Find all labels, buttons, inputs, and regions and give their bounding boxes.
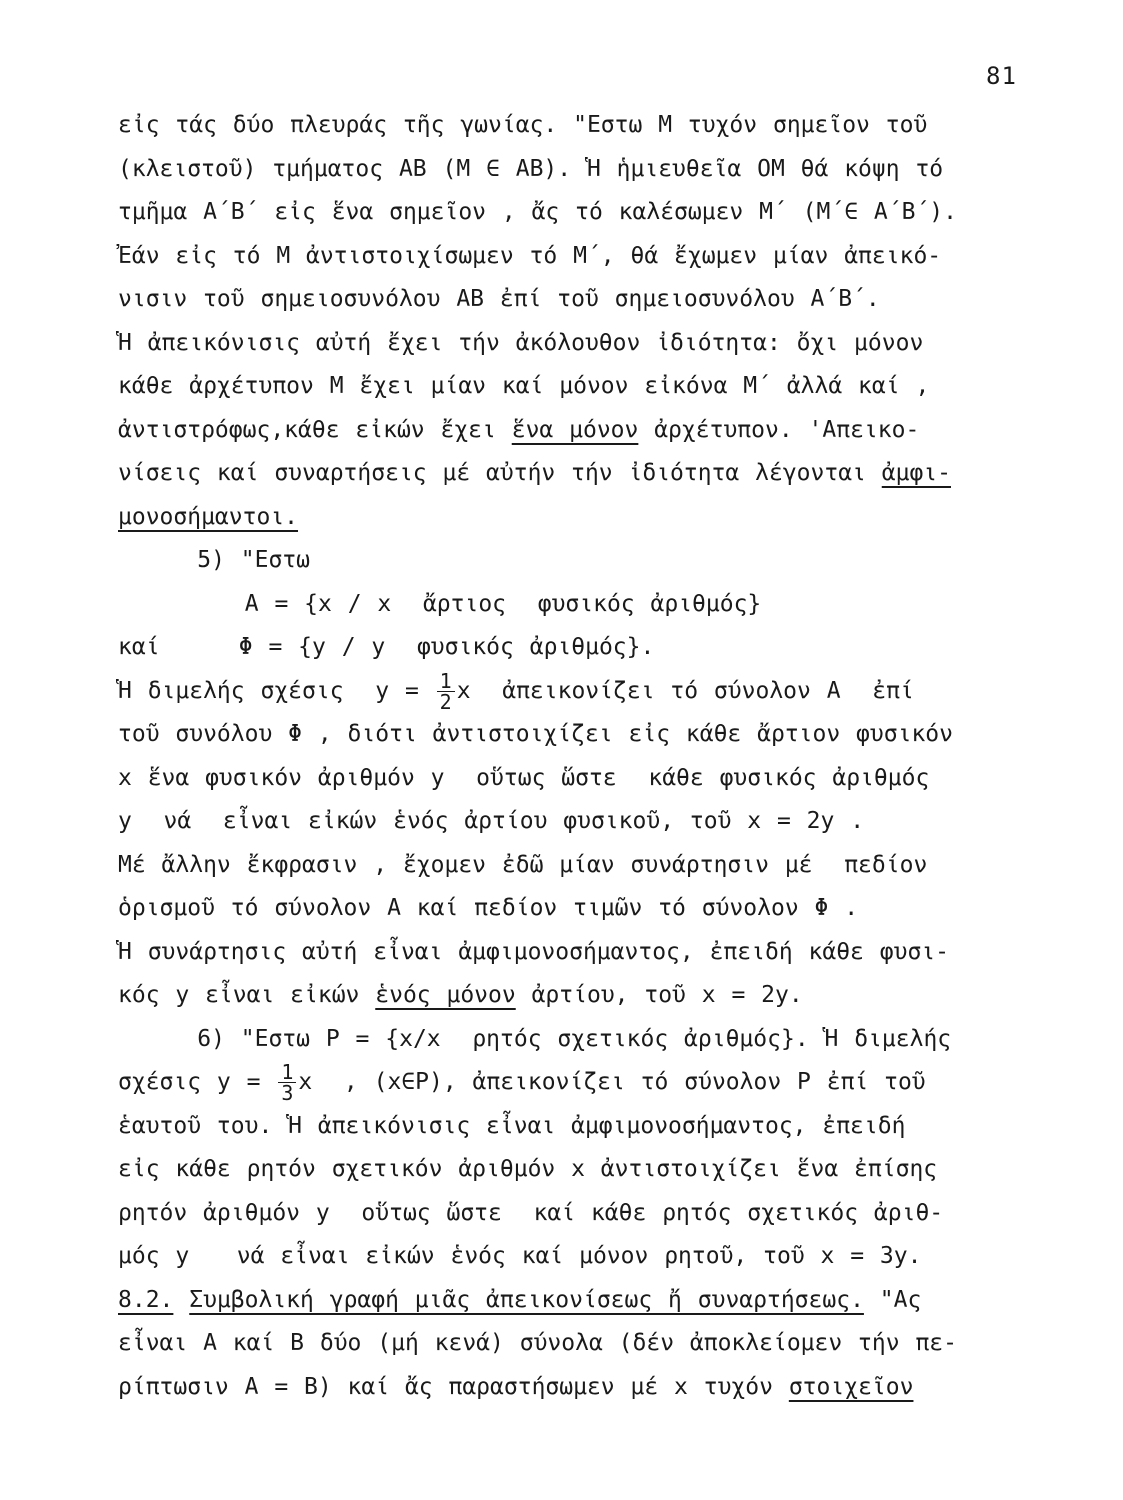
fraction-denominator: 3	[281, 1081, 294, 1105]
text-span: "Ας	[863, 1286, 922, 1313]
underlined-text: ἑνός μόνον	[375, 982, 516, 1008]
example-heading: 6) "Εστω Ρ = {x/x ρητός σχετικός ἀριθμός}. Ἡ διμελής	[118, 1025, 952, 1052]
underlined-text: στοιχεῖον	[788, 1373, 914, 1400]
text-span: ἀρχέτυπον. 'Απεικο-	[638, 416, 920, 443]
text-line: κάθε ἀρχέτυπον Μ ἔχει μίαν καί μόνον εἰκόνα Μ΄ ἀλλά καί ,	[118, 373, 930, 399]
text-line	[118, 1366, 1043, 1410]
text-line: μός y νά εἶναι εἰκών ἑνός καί μόνον ρητοῦ, τοῦ x = 3y.	[118, 1243, 922, 1269]
text-span: Ἡ διμελής σχέσις y =	[118, 677, 435, 704]
text-line: ὁρισμοῦ τό σύνολον Α καί πεδίον τιμῶν τό σύνολον Φ .	[118, 895, 859, 921]
example-heading: 5) "Εστω	[118, 547, 311, 573]
fraction-numerator: 1	[278, 1062, 296, 1083]
text-span: x ἀπεικονίζει τό σύνολον Α ἐπί	[456, 677, 914, 704]
underlined-term: μονοσήμαντοι.	[118, 503, 299, 530]
set-definition: Α = {x / x ἄρτιος φυσικός ἀριθμός}	[118, 590, 762, 617]
section-heading-line	[118, 1279, 1043, 1323]
text-line	[118, 670, 1043, 714]
text-line: τμῆμα Α΄Β΄ εἰς ἕνα σημεῖον , ἄς τό καλέσωμεν Μ΄ (Μ΄∈ Α΄Β΄).	[118, 199, 957, 225]
underlined-text: ἕνα μόνον	[511, 416, 639, 443]
text-line: νισιν τοῦ σημειοσυνόλου ΑΒ ἐπί τοῦ σημειοσυνόλου Α΄Β΄.	[118, 286, 880, 312]
text-span: ρίπτωσιν Α = Β) καί ἄς παραστήσωμεν μέ x τυχόν	[118, 1373, 789, 1400]
set-definition: καί Φ = {y / y φυσικός ἀριθμός}.	[118, 634, 655, 660]
text-line: ρητόν ἀριθμόν y οὕτως ὥστε καί κάθε ρητός σχετικός ἀριθ-	[118, 1199, 944, 1226]
text-line: Ἡ συνάρτησις αὐτή εἶναι ἀμφιμονοσήμαντος, ἐπειδή κάθε φυσι-	[118, 938, 949, 965]
text-line: εἰς τάς δύο πλευράς τῆς γωνίας. "Εστω Μ τυχόν σημεῖον τοῦ	[118, 112, 928, 138]
body-text	[118, 104, 1043, 1409]
text-span: x , (x∈Ρ), ἀπεικονίζει τό σύνολον Ρ ἐπί τοῦ	[298, 1069, 926, 1095]
text-line: εἰς κάθε ρητόν σχετικόν ἀριθμόν x ἀντιστοιχίζει ἕνα ἐπίσης	[118, 1156, 938, 1182]
page-number: 81	[986, 62, 1017, 90]
text-line: εἶναι Α καί Β δύο (μή κενά) σύνολα (δέν ἀποκλείομεν τήν πε-	[118, 1330, 957, 1356]
section-number: 8.2.	[118, 1286, 174, 1313]
text-span	[173, 1287, 189, 1313]
fraction-one-half	[437, 668, 455, 714]
text-span: νίσεις καί συναρτήσεις μέ αὐτήν τήν ἰδιότητα λέγονται	[118, 460, 882, 486]
fraction-numerator: 1	[437, 671, 455, 692]
text-span: ἀρτίου, τοῦ x = 2y.	[515, 982, 803, 1008]
text-line: x ἕνα φυσικόν ἀριθμόν y οὕτως ὥστε κάθε φυσικός ἀριθμός	[118, 764, 930, 791]
text-line	[118, 974, 1043, 1018]
text-line	[118, 496, 1043, 540]
text-span: κός y εἶναι εἰκών	[118, 982, 376, 1008]
text-line: ἑαυτοῦ του. Ἡ ἀπεικόνισις εἶναι ἀμφιμονοσήμαντος, ἐπειδή	[118, 1112, 906, 1139]
text-line: Ἐάν εἰς τό Μ ἀντιστοιχίσωμεν τό Μ΄, θά ἔχωμεν μίαν ἀπεικό-	[118, 242, 942, 269]
text-line: Ἡ ἀπεικόνισις αὐτή ἔχει τήν ἀκόλουθον ἰδιότητα: ὄχι μόνον	[118, 329, 924, 356]
text-line	[118, 1061, 1043, 1105]
text-line: τοῦ συνόλου Φ , διότι ἀντιστοιχίζει εἰς κάθε ἄρτιον φυσικόν	[118, 721, 953, 747]
text-line: (κλειστοῦ) τμήματος ΑΒ (Μ ∈ ΑΒ). Ἡ ἡμιευθεῖα ΟΜ θά κόψη τό	[118, 155, 944, 182]
text-line: y νά εἶναι εἰκών ἑνός ἀρτίου φυσικοῦ, τοῦ x = 2y .	[118, 808, 865, 834]
text-line	[118, 409, 1043, 453]
text-line	[118, 452, 1043, 496]
fraction-denominator: 2	[439, 689, 452, 714]
fraction-one-third	[278, 1062, 296, 1103]
section-title: Συμβολική γραφή μιᾶς ἀπεικονίσεως ἤ συναρτήσεως.	[189, 1286, 864, 1313]
text-line: Μέ ἄλλην ἔκφρασιν , ἔχομεν ἐδῶ μίαν συνάρτησιν μέ πεδίον	[118, 851, 928, 878]
text-span: ἀντιστρόφως,κάθε εἰκών ἔχει	[118, 416, 512, 443]
text-span: σχέσις y =	[118, 1069, 277, 1095]
underlined-term: ἀμφι-	[881, 460, 951, 486]
